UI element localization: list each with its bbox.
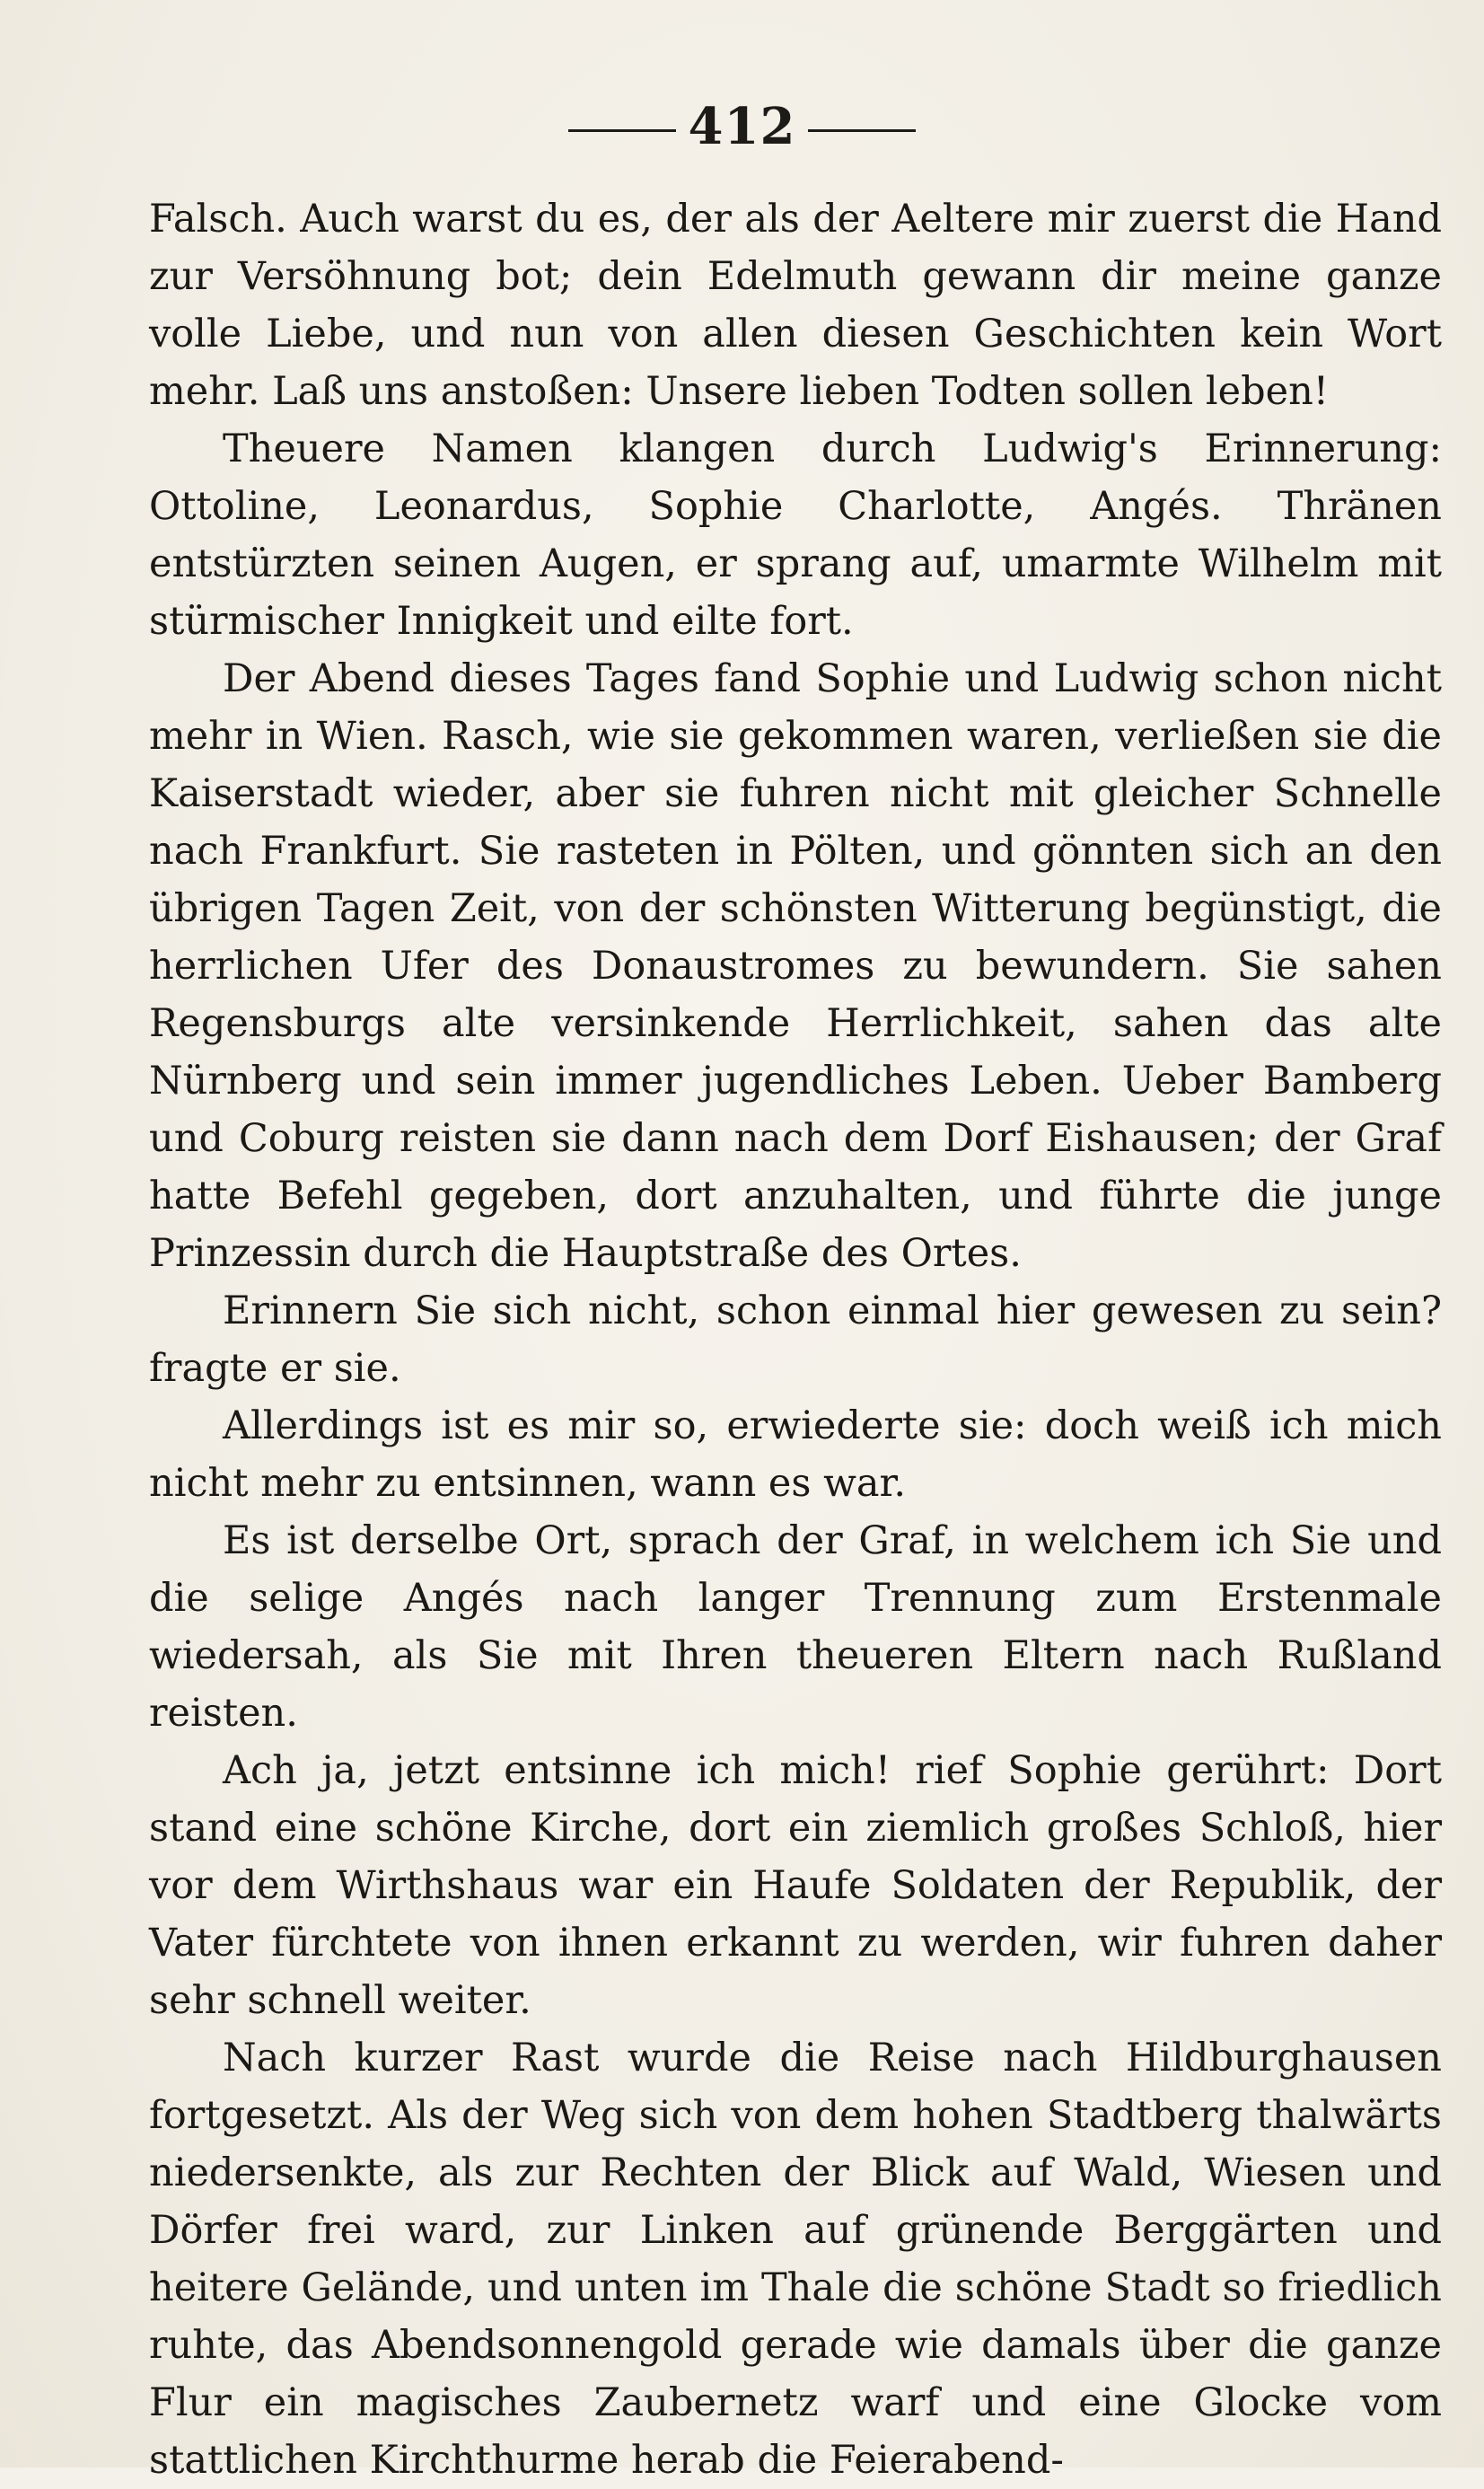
paragraph-8: Nach kurzer Rast wurde die Reise nach Hildburghausen fortgesetzt. Als der Weg sich von dem hohen Stadtberg thalwärts niedersenkte, als zur Rechten der Blick auf Wald, Wiesen und Dörfer frei ward, zur Linken auf grünende Berggärten und heitere Gelände, und unten im Thale die schöne Stadt so friedlich ruhte, das Abendsonnengold gerade wie damals über die ganze Flur ein magisches Zaubernetz warf und eine Glocke vom stattlichen Kirchthurme herab die Feierabend-	[149, 2036, 1442, 2483]
paragraph-1: Falsch. Auch warst du es, der als der Aeltere mir zuerst die Hand zur Versöhnung bot; dein Edelmuth gewann dir meine ganze volle Liebe, und nun von allen diesen Geschichten kein Wort mehr. Laß uns anstoßen: Unsere lieben Todten sollen leben!	[149, 197, 1442, 414]
body-text	[149, 190, 1442, 2489]
paragraph-6: Es ist derselbe Ort, sprach der Graf, in welchem ich Sie und die selige Angés nach langer Trennung zum Erstenmale wiedersah, als Sie mit Ihren theueren Eltern nach Rußland reisten.	[149, 1518, 1442, 1736]
header-rule-right	[808, 129, 916, 132]
page-number: 412	[688, 97, 796, 156]
header-rule-left	[568, 129, 676, 132]
paragraph-7: Ach ja, jetzt entsinne ich mich! rief Sophie gerührt: Dort stand eine schöne Kirche, dort ein ziemlich großes Schloß, hier vor dem Wirthshaus war ein Haufe Soldaten der Republik, der Vater fürchtete von ihnen erkannt zu werden, wir fuhren daher sehr schnell weiter.	[149, 1748, 1442, 2023]
paragraph-4: Erinnern Sie sich nicht, schon einmal hier gewesen zu sein? fragte er sie.	[149, 1288, 1442, 1391]
paragraph-2: Theuere Namen klangen durch Ludwig's Erinnerung: Ottoline, Leonardus, Sophie Charlotte, Angés. Thränen entstürzten seinen Augen, er sprang auf, umarmte Wilhelm mit stürmischer Innigkeit und eilte fort.	[149, 427, 1442, 644]
paragraph-5: Allerdings ist es mir so, erwiederte sie: doch weiß ich mich nicht mehr zu entsinnen, wann es war.	[149, 1403, 1442, 1506]
paragraph-3: Der Abend dieses Tages fand Sophie und Ludwig schon nicht mehr in Wien. Rasch, wie sie gekommen waren, verließen sie die Kaiserstadt wieder, aber sie fuhren nicht mit gleicher Schnelle nach Frankfurt. Sie rasteten in Pölten, und gönnten sich an den übrigen Tagen Zeit, von der schönsten Witterung begünstigt, die herrlichen Ufer des Donaustromes zu bewundern. Sie sahen Regensburgs alte versinkende Herrlichkeit, sahen das alte Nürnberg und sein immer jugendliches Leben. Ueber Bamberg und Coburg reisten sie dann nach dem Dorf Eishausen; der Graf hatte Befehl gegeben, dort anzuhalten, und führte die junge Prinzessin durch die Hauptstraße des Ortes.	[149, 656, 1442, 1276]
page-header	[0, 97, 1484, 156]
